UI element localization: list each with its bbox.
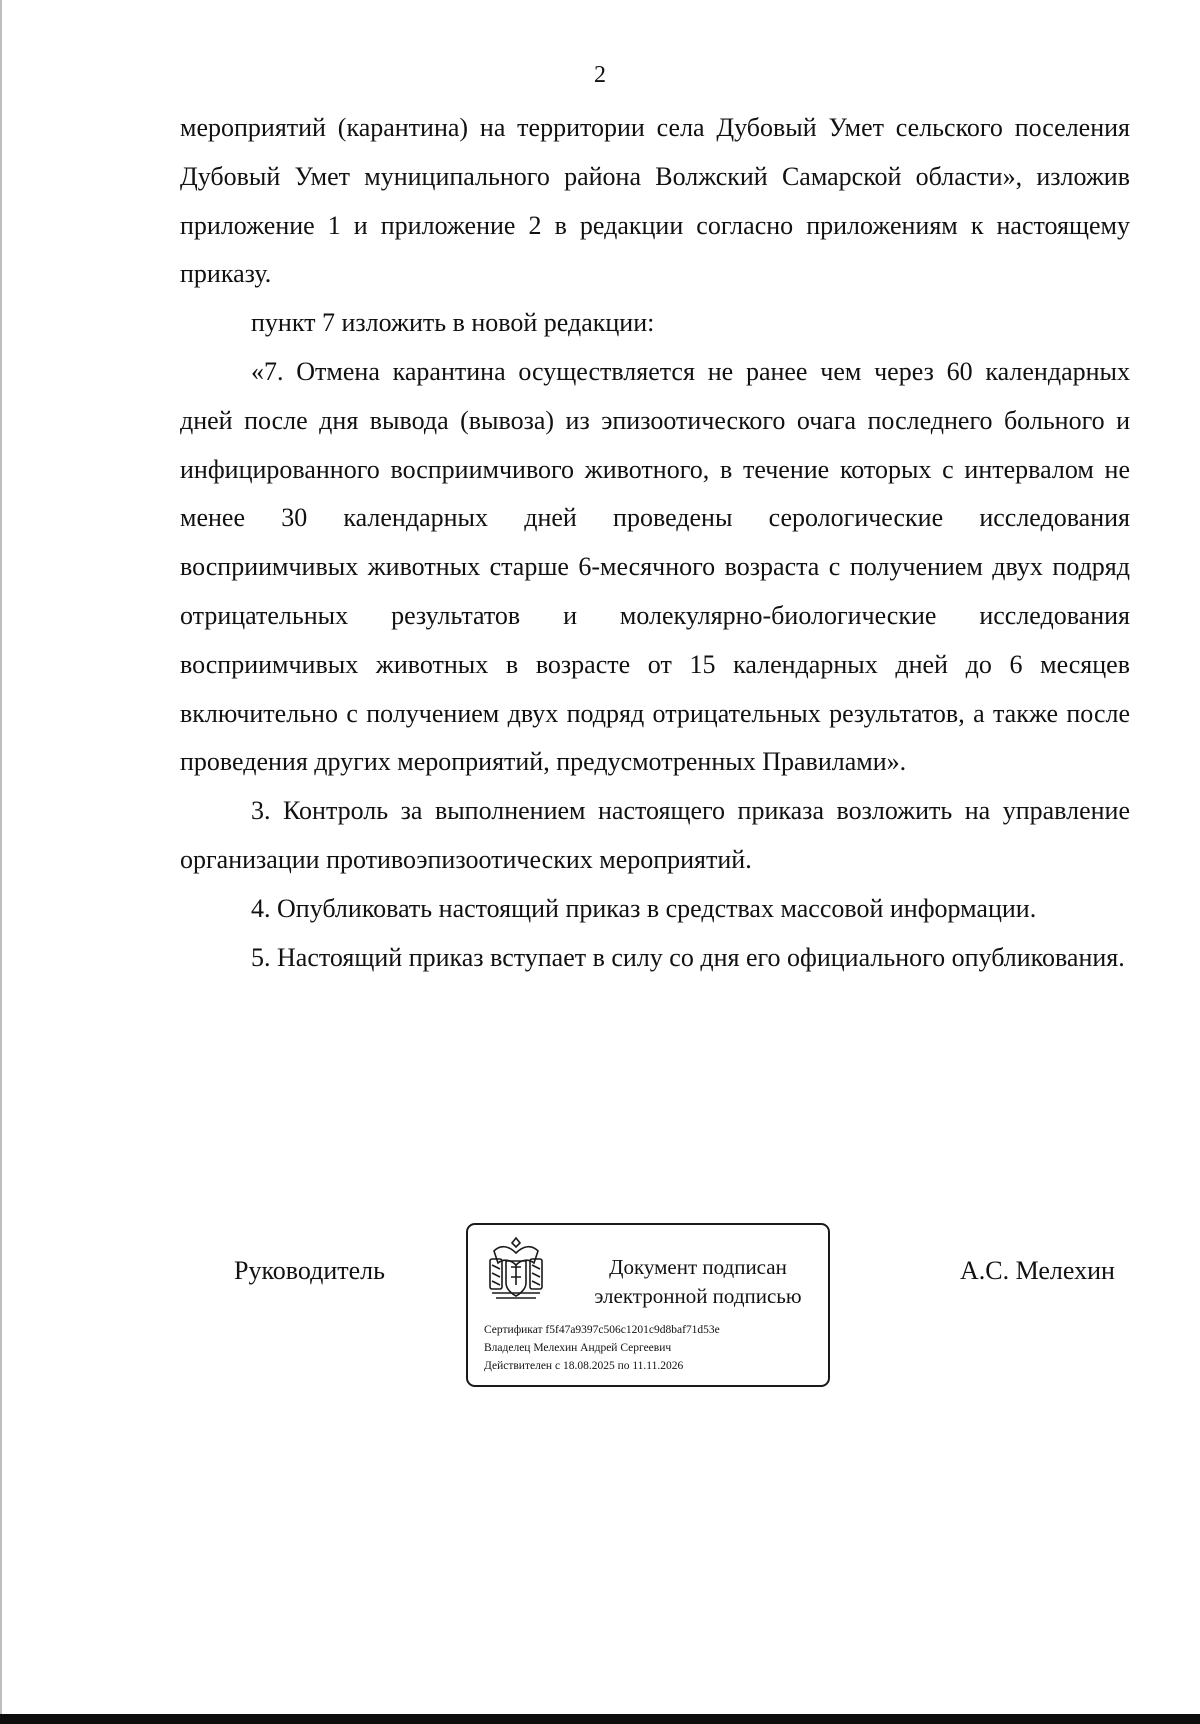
signer-position: Руководитель bbox=[234, 1256, 385, 1285]
paragraph-continuation: мероприятий (карантина) на территории села Дубовый Умет сельского поселения Дубовый Умет муниципального района Волжский Самарской области», изложив приложение 1 и приложение 2 в редакции согласно приложениям к настоящему приказу. bbox=[180, 113, 1130, 289]
signature-block bbox=[0, 1220, 1200, 1400]
paragraph-item-7-text: «7. Отмена карантина осуществляется не ранее чем через 60 календарных дней после дня вывода (вывоза) из эпизоотического очага последнего больного и инфицированного восприимчивого животного, в течение которых с интервалом не менее 30 календарных дней проведены серологические исследования восприимчивых животных старше 6-месячного возраста с получением двух подряд отрицательных результатов и молекулярно-биологические исследования восприимчивых животных в возрасте от 15 календарных дней до 6 месяцев включительно с получением двух подряд отрицательных результатов, а также после проведения других мероприятий, предусмотренных Правилами». bbox=[180, 356, 1130, 777]
stamp-heading bbox=[568, 1253, 828, 1311]
paragraph-item-7-intro: пункт 7 изложить в новой редакции: bbox=[251, 308, 655, 338]
scan-edge-line bbox=[0, 0, 2, 1724]
stamp-certificate: Сертификат f5f47a9397c506c1201c9d8baf71d53e bbox=[484, 1324, 720, 1336]
stamp-heading-line-2: электронной подписью bbox=[594, 1284, 802, 1308]
coat-of-arms-icon bbox=[484, 1235, 548, 1305]
stamp-owner: Владелец Мелехин Андрей Сергеевич bbox=[484, 1342, 672, 1354]
paragraph-item-3: 3. Контроль за выполнением настоящего приказа возложить на управление организации противоэпизоотических мероприятий. bbox=[180, 796, 1130, 874]
stamp-heading-line-1: Документ подписан bbox=[609, 1255, 787, 1279]
stamp-validity: Действителен с 18.08.2025 по 11.11.2026 bbox=[484, 1360, 684, 1372]
page-number: 2 bbox=[594, 62, 606, 88]
stamp-details bbox=[484, 1321, 824, 1375]
signer-name: А.С. Мелехин bbox=[960, 1256, 1115, 1285]
document-body bbox=[180, 104, 1130, 982]
paragraph-item-5: 5. Настоящий приказ вступает в силу со дня его официального опубликования. bbox=[251, 942, 1125, 972]
paragraph-item-4: 4. Опубликовать настоящий приказ в средствах массовой информации. bbox=[251, 893, 1037, 923]
electronic-signature-stamp bbox=[466, 1223, 830, 1387]
scan-bottom-border bbox=[0, 1714, 1200, 1724]
